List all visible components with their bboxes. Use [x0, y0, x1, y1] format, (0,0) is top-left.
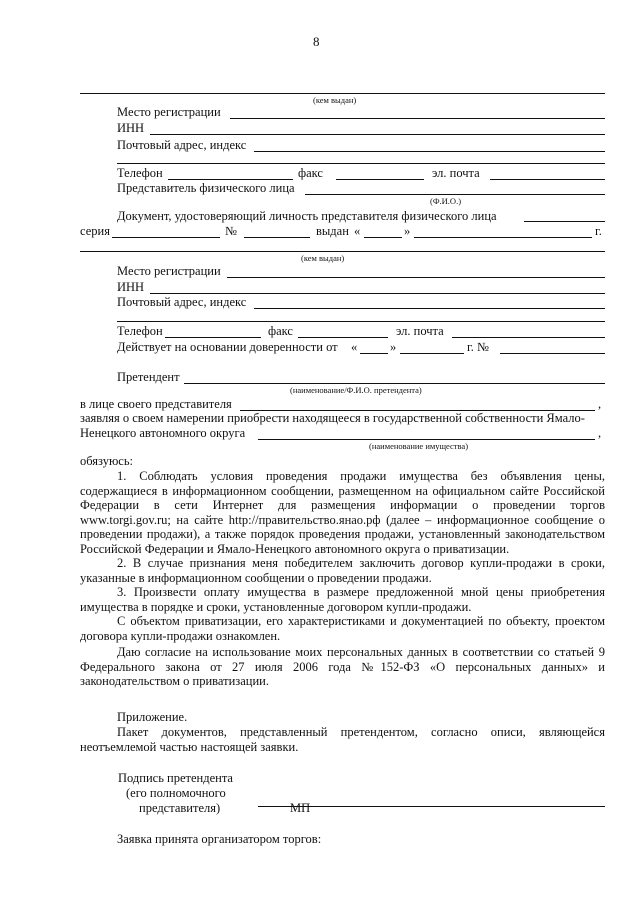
representative-text: в лице своего представителя	[80, 397, 232, 411]
representative-field[interactable]	[305, 194, 605, 195]
email-field-2[interactable]	[452, 337, 605, 338]
clause-3	[80, 585, 605, 614]
appendix-line-2: неотъемлемой частью настоящей заявки.	[80, 739, 299, 754]
phone-label-1: Телефон	[117, 166, 163, 180]
clause-1-line-1: 1. Соблюдать условия проведения продажи имущества без объявления цены,	[117, 469, 605, 483]
clause-4-line-1: С объектом приватизации, его характеристиками и документацией по объекту, проектом	[117, 614, 605, 628]
issued-by-line-1	[80, 93, 605, 94]
clause-5-line-2: Федерального закона от 27 июля 2006 года №152-ФЗ «О персональных данных» и	[80, 659, 605, 674]
postal-label-1: Почтовый адрес, индекс	[117, 138, 247, 152]
postal-field-2[interactable]	[254, 308, 605, 309]
applicant-caption: (наименование/Ф.И.О. претендента)	[290, 385, 422, 395]
postal-field-2b[interactable]	[117, 321, 605, 322]
doc-label: Документ, удостоверяющий личность представителя физического лица	[117, 209, 497, 223]
number-field[interactable]	[244, 237, 310, 238]
clause-2-line-1: 2. В случае признания меня победителем заключить договор купли-продажи в сроки,	[117, 556, 605, 570]
comma-1: ,	[598, 397, 602, 411]
fio-caption: (Ф.И.О.)	[430, 196, 462, 206]
clause-3-line-1: 3. Произвести оплату имущества в размере предложенной мной цены приобретения	[117, 585, 605, 599]
applicant-field[interactable]	[184, 383, 605, 384]
clause-1	[80, 469, 605, 556]
registration-field-1[interactable]	[230, 118, 605, 119]
stamp-label: МП	[290, 801, 311, 815]
fax-label-1: факс	[298, 166, 323, 180]
clause-2	[80, 556, 605, 585]
clause-5	[80, 645, 605, 689]
clause-5-line-3: законодательством о приватизации.	[80, 674, 269, 688]
clause-4-line-2: договора купли-продажи ознакомлен.	[80, 628, 281, 643]
quote-close-1: »	[404, 224, 411, 238]
appendix-text	[80, 725, 605, 754]
signature-label-3: представителя)	[139, 801, 221, 815]
clause-1-line-2: содержащиеся в информационном сообщении, размещенном на официальном сайте Российской	[80, 483, 605, 498]
email-label-1: эл. почта	[432, 166, 480, 180]
clause-3-line-2: имущества в порядке и сроки, установленные договором купли-продажи.	[80, 599, 472, 614]
date-field-1[interactable]	[414, 237, 592, 238]
phone-label-2: Телефон	[117, 324, 163, 338]
intent-line-1: заявляя о своем намерении приобрести находящееся в государственной собственности Ямало-	[80, 411, 585, 425]
clause-5-line-1: Даю согласие на использование моих персональных данных в соответствии со статьей 9	[117, 645, 605, 659]
signature-label: Подпись претендента	[118, 771, 233, 785]
accepted-label: Заявка принята организатором торгов:	[117, 832, 322, 846]
clause-2-line-2: указанные в информационном сообщении о проведении продажи.	[80, 570, 432, 585]
registration-label-2: Место регистрации	[117, 264, 221, 278]
email-field-1[interactable]	[490, 179, 605, 180]
doc-field[interactable]	[524, 221, 605, 222]
obligate-label: обязуюсь:	[80, 454, 134, 468]
year-suffix: г.	[595, 224, 602, 238]
series-field[interactable]	[112, 237, 220, 238]
proxy-year-no: г. №	[467, 340, 489, 354]
clause-1-line-6: Российской Федерации и Ямало-Ненецкого автономного округа о приватизации.	[80, 541, 510, 556]
inn-field-2[interactable]	[150, 293, 605, 294]
proxy-number-field[interactable]	[500, 353, 605, 354]
series-label: серия	[80, 224, 110, 238]
quote-close-2: »	[390, 340, 397, 354]
email-label-2: эл. почта	[396, 324, 444, 338]
issued-label: выдан	[316, 224, 349, 238]
quote-open-1: «	[354, 224, 361, 238]
appendix-line-1: Пакет документов, представленный претендентом, согласно описи, являющейся	[117, 725, 605, 739]
signature-label-2: (его полномочного	[126, 786, 226, 800]
phone-field-2[interactable]	[165, 337, 261, 338]
intent-line-2: Ненецкого автономного округа	[80, 426, 246, 440]
issued-by-caption-1: (кем выдан)	[313, 95, 357, 105]
appendix-title: Приложение.	[117, 710, 188, 724]
issued-by-caption-2: (кем выдан)	[301, 253, 345, 263]
proxy-day-field[interactable]	[360, 353, 388, 354]
property-caption: (наименование имущества)	[369, 441, 469, 451]
day-field-1[interactable]	[364, 237, 402, 238]
clause-1-line-5: проведении продажи), а также порядок проведения продажи, установленный законодательством	[80, 527, 605, 541]
clause-1-line-4: www.torgi.gov.ru; на сайте http://правительство.янао.рф (далее – информационное сообщение о	[80, 512, 605, 527]
quote-open-2: «	[351, 340, 358, 354]
comma-2: ,	[598, 426, 602, 440]
proxy-month-field[interactable]	[400, 353, 464, 354]
registration-label-1: Место регистрации	[117, 105, 221, 119]
number-label: №	[225, 224, 237, 238]
inn-label-1: ИНН	[117, 121, 145, 135]
registration-field-2[interactable]	[227, 277, 605, 278]
property-field[interactable]	[258, 439, 595, 440]
proxy-label: Действует на основании доверенности от	[117, 340, 338, 354]
fax-label-2: факс	[268, 324, 293, 338]
page-number: 8	[313, 34, 320, 49]
postal-label-2: Почтовый адрес, индекс	[117, 295, 247, 309]
applicant-label: Претендент	[117, 370, 180, 384]
representative-label: Представитель физического лица	[117, 181, 295, 195]
clause-4	[80, 614, 605, 643]
fax-field-1[interactable]	[336, 179, 424, 180]
inn-label-2: ИНН	[117, 280, 145, 294]
fax-field-2[interactable]	[298, 337, 388, 338]
clause-1-line-3: Федерации в сети Интернет для размещения информации о проведении торгов	[80, 498, 605, 512]
issued-by-line-2	[80, 251, 605, 252]
phone-field-1[interactable]	[168, 179, 293, 180]
postal-field-1b[interactable]	[117, 163, 605, 164]
postal-field-1[interactable]	[254, 151, 605, 152]
inn-field-1[interactable]	[150, 134, 605, 135]
